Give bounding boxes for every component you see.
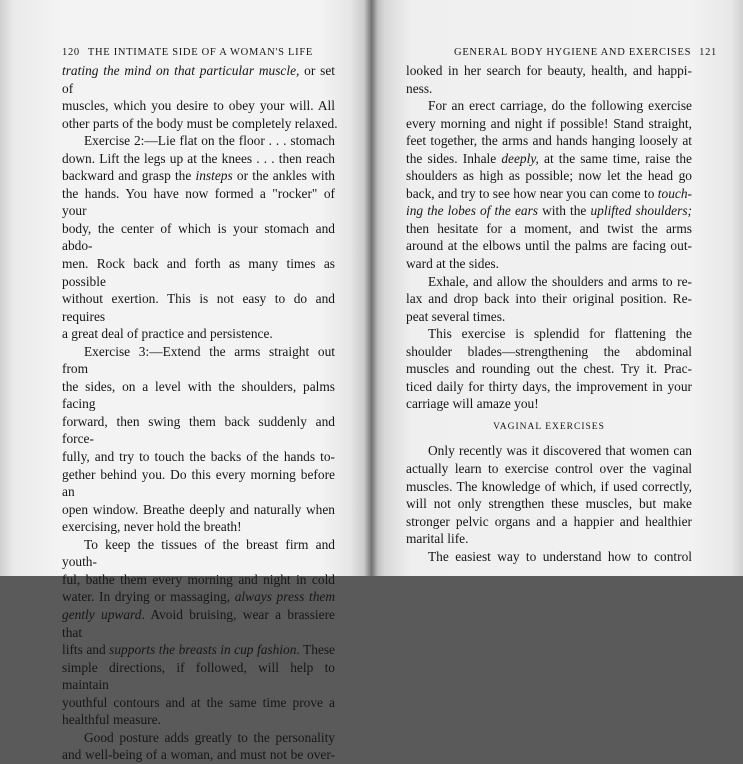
text-line: actually learn to exercise control over the vaginal	[406, 461, 692, 477]
text-line: back, and try to see how near you can come to touch-	[406, 185, 692, 201]
text-line: the sides, on a level with the shoulders, palms facing	[62, 378, 335, 412]
text-line: a great deal of practice and persistence.	[62, 326, 273, 342]
text-line: peat several times.	[406, 308, 506, 324]
text-line: every morning and night if possible! Stand straight,	[406, 115, 692, 131]
text-line: other parts of the body must be completely relaxed.	[62, 115, 338, 131]
text-line: The easiest way to understand how to control	[428, 548, 692, 564]
text-line: lifts and supports the breasts in cup fashion. These	[62, 642, 335, 658]
text-line: For an erect carriage, do the following exercise	[428, 98, 692, 114]
text-line: Only recently was it discovered that women can	[428, 443, 692, 459]
text-line: water. In drying or massaging, always press them	[62, 589, 336, 605]
text-line: will not only strengthen these muscles, but make	[406, 496, 692, 512]
text-line: lax and drop back into their original position. Re-	[406, 291, 692, 307]
text-line: muscles. The knowledge of which, if used correctly,	[406, 478, 692, 494]
text-line: Exercise 3:—Extend the arms straight out from	[62, 343, 335, 377]
text-line: fully, and try to touch the backs of the hands to-	[62, 449, 335, 465]
text-line: stronger pelvic organs and a happier and healthier	[406, 513, 692, 529]
text-line: ness.	[406, 80, 433, 96]
text-line: trating the mind on that particular muscle, or set of	[62, 63, 335, 96]
text-line: the hands. You have now formed a "rocker" of your	[62, 185, 335, 219]
left-page-number: 120	[62, 47, 80, 58]
right-page	[371, 0, 743, 576]
text-line: without exertion. This is not easy to do and requires	[62, 291, 335, 324]
text-line: ward at the sides.	[406, 256, 499, 272]
text-line: gently upward. Avoid bruising, wear a brassiere that	[62, 606, 335, 640]
text-line: muscles and rounding out the chest. Try it. Prac-	[406, 361, 692, 377]
right-page-number: 121	[699, 47, 717, 58]
text-line: Exercise 2:—Lie flat on the floor . . . stomach	[84, 133, 335, 149]
text-line: feet together, the arms and hands hanging loosely at	[406, 133, 692, 149]
text-line: backward and grasp the insteps or the ankles with	[62, 168, 336, 184]
text-line: ticed daily for thirty days, the improvement in your	[406, 378, 692, 394]
text-line: youthful contours and at the same time prove a	[62, 694, 335, 710]
text-line: body, the center of which is your stomach and abdo-	[62, 220, 335, 254]
text-line: To keep the tissues of the breast firm and youth-	[62, 536, 335, 570]
right-running-head	[454, 47, 717, 58]
text-line: exercising, never hold the breath!	[62, 519, 242, 535]
right-running-title: GENERAL BODY HYGIENE AND EXERCISES	[454, 47, 692, 58]
left-body-text	[62, 62, 338, 764]
text-line: muscles, which you desire to obey your will. All	[62, 98, 335, 114]
text-line: simple directions, if followed, will help to maintain	[62, 659, 335, 693]
text-line: then hesitate for a moment, and twist the arms	[406, 220, 692, 236]
left-running-title: THE INTIMATE SIDE OF A WOMAN'S LIFE	[87, 47, 313, 58]
text-line: carriage will amaze you!	[406, 396, 539, 412]
text-line: Good posture adds greatly to the personality	[84, 729, 335, 745]
text-line: shoulders as high as possible; now let the head go	[406, 168, 692, 184]
text-line: the sides. Inhale deeply, at the same time, raise the	[406, 150, 692, 166]
text-line: gether behind you. Do this every morning before an	[62, 466, 335, 500]
text-line: men. Rock back and forth as many times as possible	[62, 256, 335, 289]
text-line: around at the elbows until the palms are facing out-	[406, 238, 692, 254]
text-line: healthful measure.	[62, 712, 161, 728]
text-line: forward, then swing them back suddenly and force-	[62, 413, 335, 447]
text-line: open window. Breathe deeply and naturally when	[62, 501, 335, 517]
right-body-text	[406, 62, 692, 565]
book-gutter-shadow	[364, 0, 378, 576]
section-heading: VAGINAL EXERCISES	[493, 421, 605, 432]
text-line: and well-being of a woman, and must not be over-	[62, 747, 335, 763]
text-line: looked in her search for beauty, health, and happi-	[406, 63, 692, 78]
text-line: ful, bathe them every morning and night in cold	[62, 571, 335, 587]
text-line: down. Lift the legs up at the knees . . . then reach	[62, 150, 335, 166]
left-running-head	[62, 47, 313, 58]
text-line: shoulder blades—strengthening the abdominal	[406, 343, 692, 359]
text-line: Exhale, and allow the shoulders and arms to re-	[428, 273, 692, 289]
text-line: ing the lobes of the ears with the uplifted shoulders;	[406, 203, 693, 219]
text-line: This exercise is splendid for flattening the	[428, 326, 692, 342]
text-line: marital life.	[406, 531, 469, 547]
left-page	[0, 0, 371, 763]
